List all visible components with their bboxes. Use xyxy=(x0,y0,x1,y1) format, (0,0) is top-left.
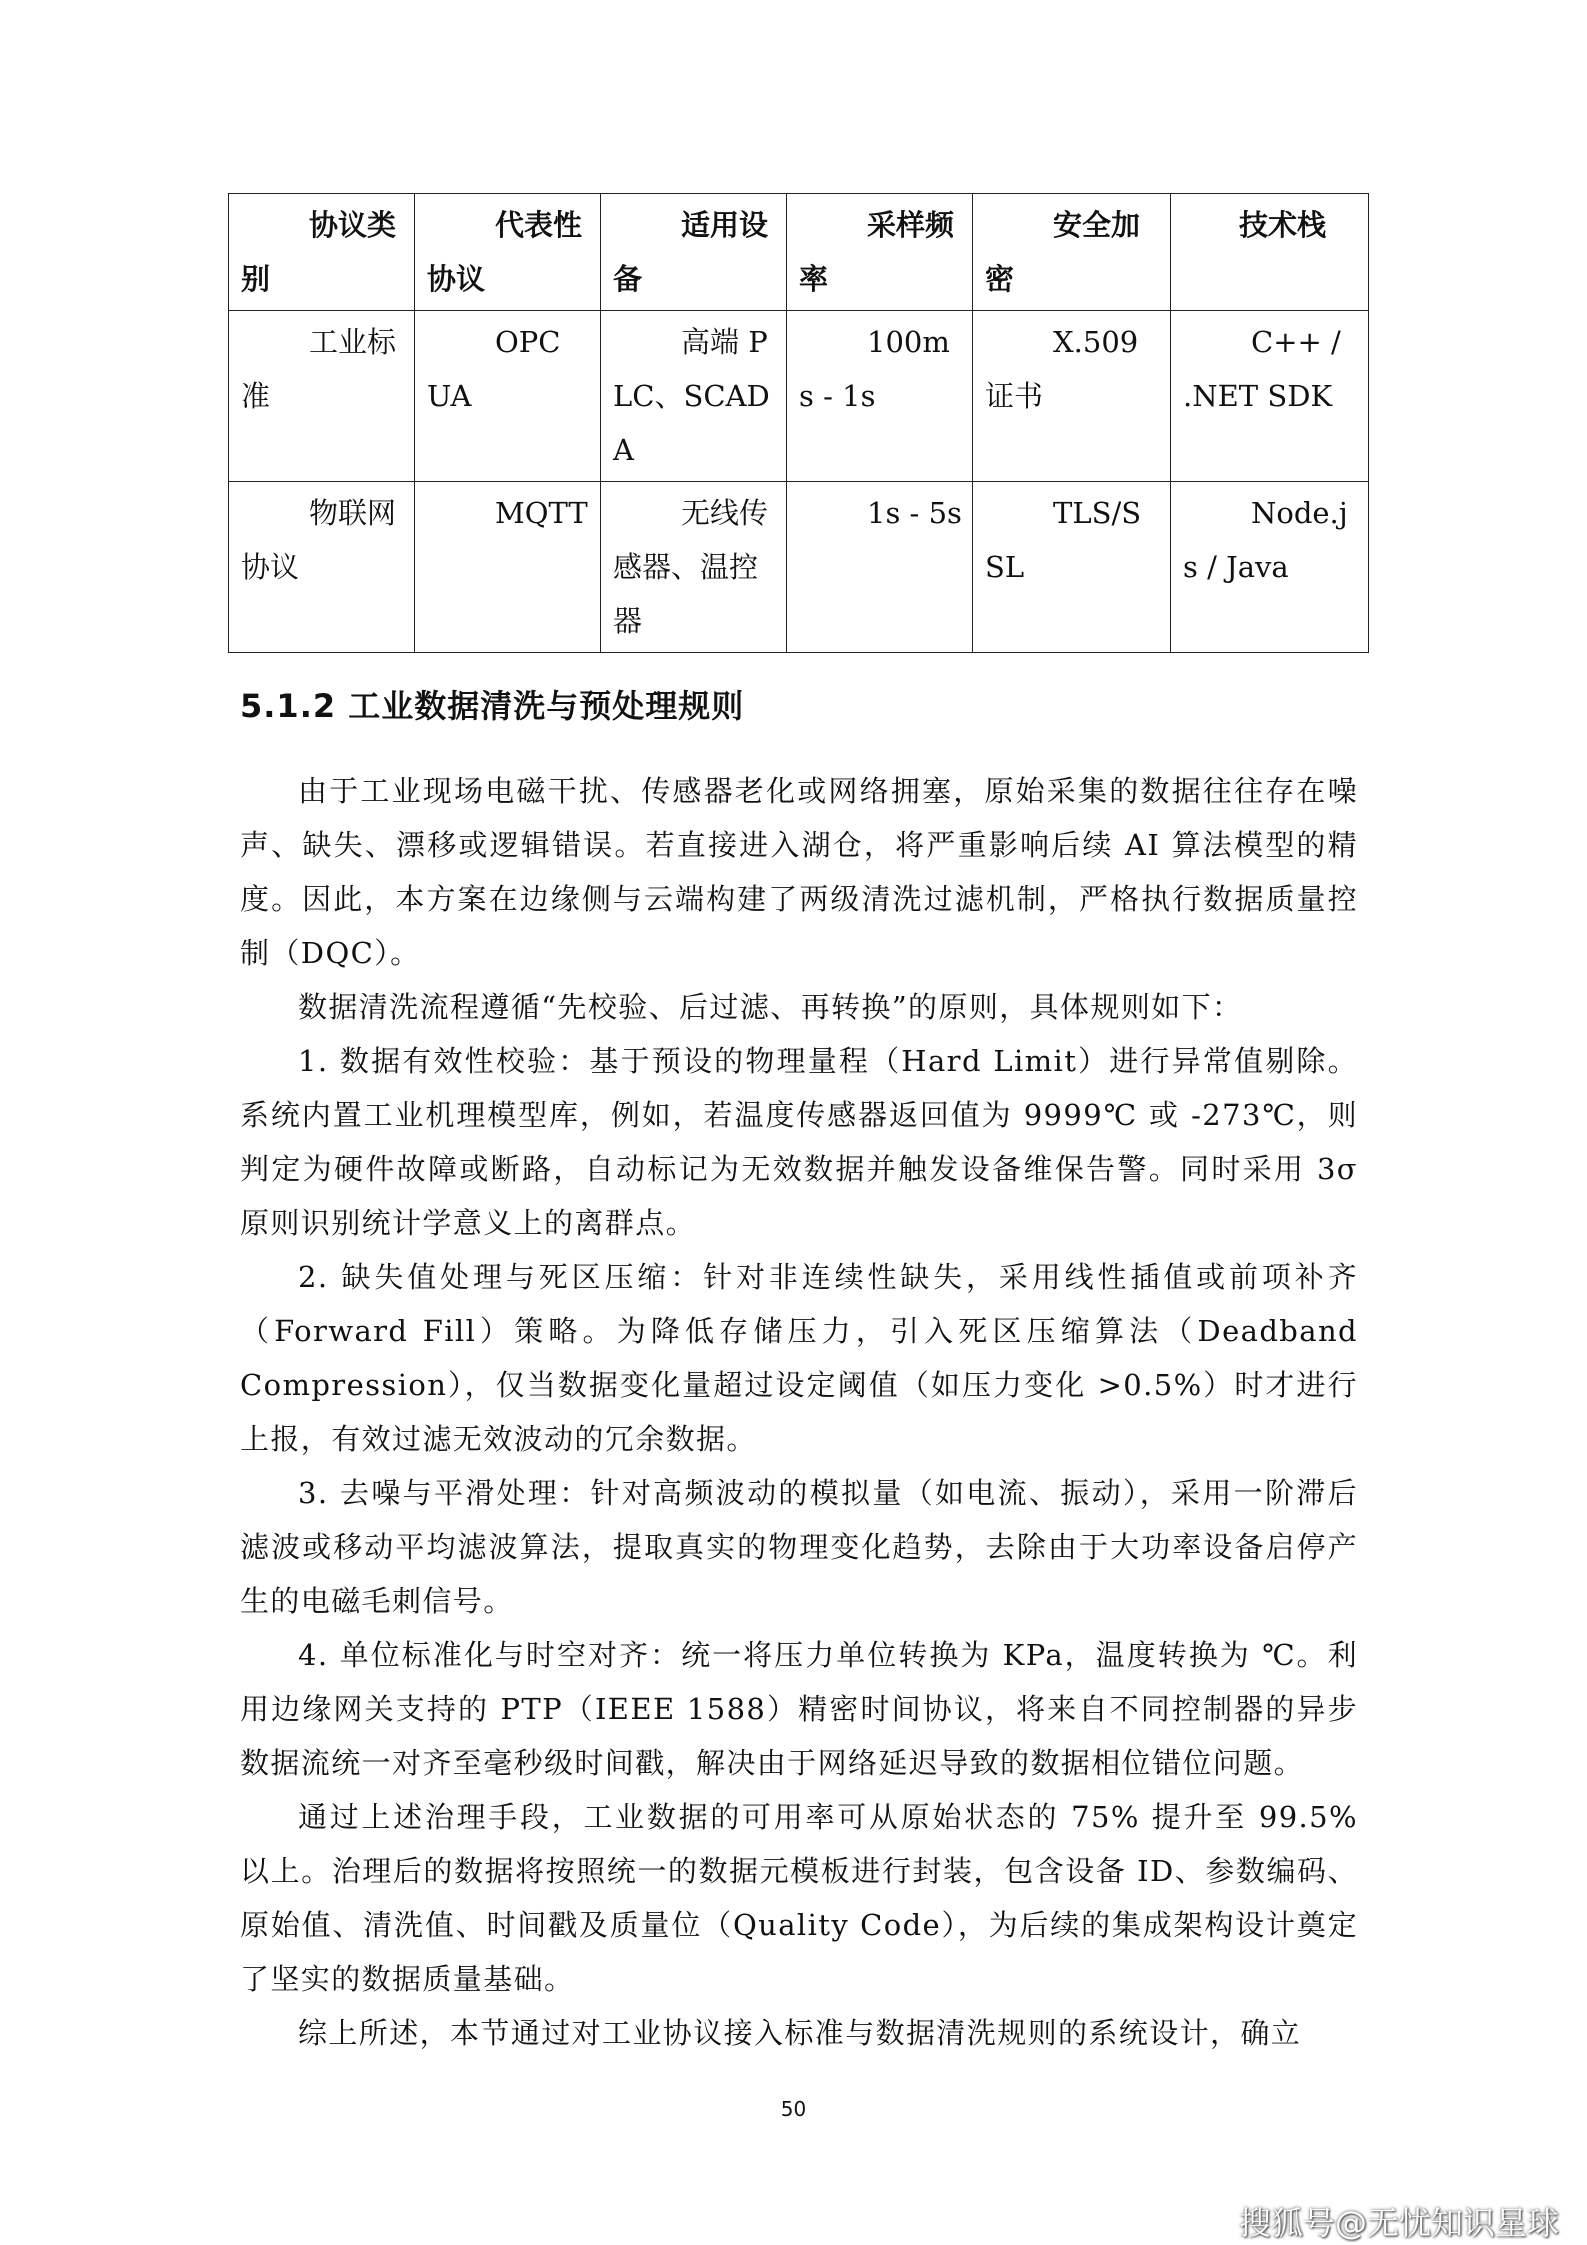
table-cell: 工业标准 xyxy=(229,311,415,482)
paragraph: 1. 数据有效性校验：基于预设的物理量程（Hard Limit）进行异常值剔除。系统内置工业机理模型库，例如，若温度传感器返回值为 9999℃ 或 -273℃，则判定为硬件故障或断路，自动标记为无效数据并触发设备维保告警。同时采用 3σ 原则识别统计学意义上的离群点。 xyxy=(240,1044,1358,1240)
section-heading: 5.1.2 工业数据清洗与预处理规则 xyxy=(240,687,745,725)
paragraph: 4. 单位标准化与时空对齐：统一将压力单位转换为 KPa，温度转换为 ℃。利用边缘网关支持的 PTP（IEEE 1588）精密时间协议，将来自不同控制器的异步数据流统一对齐至毫秒级时间戳，解决由于网络延迟导致的数据相位错位问题。 xyxy=(240,1638,1358,1780)
table-cell: 无线传感器、温控器 xyxy=(601,482,787,653)
page-number: 50 xyxy=(780,2097,807,2121)
table-cell: Node.js / Java xyxy=(1171,482,1369,653)
header-cell: 协议类别 xyxy=(229,194,415,311)
protocol-table xyxy=(228,193,1369,653)
paragraph: 3. 去噪与平滑处理：针对高频波动的模拟量（如电流、振动），采用一阶滞后滤波或移动平均滤波算法，提取真实的物理变化趋势，去除由于大功率设备启停产生的电磁毛刺信号。 xyxy=(240,1476,1358,1618)
table-cell: TLS/SSL xyxy=(973,482,1171,653)
table-row xyxy=(229,311,1369,482)
table-cell: 高端 PLC、SCADA xyxy=(601,311,787,482)
table-cell: MQTT xyxy=(415,482,601,653)
table-cell: OPC UA xyxy=(415,311,601,482)
table-row xyxy=(229,482,1369,653)
table-header-row xyxy=(229,194,1369,311)
paragraph: 通过上述治理手段，工业数据的可用率可从原始状态的 75% 提升至 99.5% 以上。治理后的数据将按照统一的数据元模板进行封装，包含设备 ID、参数编码、原始值、清洗值、时间戳及质量位（Quality Code），为后续的集成架构设计奠定了坚实的数据质量基础。 xyxy=(240,1800,1358,1996)
header-cell: 安全加密 xyxy=(973,194,1171,311)
section-body xyxy=(240,764,1358,2060)
header-cell: 代表性协议 xyxy=(415,194,601,311)
table-cell: 物联网协议 xyxy=(229,482,415,653)
paragraph: 数据清洗流程遵循“先校验、后过滤、再转换”的原则，具体规则如下： xyxy=(298,990,1243,1024)
watermark: 搜狐号@无忧知识星球 xyxy=(1238,2204,1559,2242)
table-cell: 1s - 5s xyxy=(787,482,973,653)
header-cell: 技术栈 xyxy=(1171,194,1369,311)
paragraph: 由于工业现场电磁干扰、传感器老化或网络拥塞，原始采集的数据往往存在噪声、缺失、漂移或逻辑错误。若直接进入湖仓，将严重影响后续 AI 算法模型的精度。因此，本方案在边缘侧与云端构建了两级清洗过滤机制，严格执行数据质量控制（DQC）。 xyxy=(240,774,1358,970)
table-cell: 100ms - 1s xyxy=(787,311,973,482)
header-cell: 适用设备 xyxy=(601,194,787,311)
paragraph: 综上所述，本节通过对工业协议接入标准与数据清洗规则的系统设计，确立 xyxy=(298,2016,1302,2050)
table-cell: X.509 证书 xyxy=(973,311,1171,482)
header-cell: 采样频率 xyxy=(787,194,973,311)
table-cell: C++ / .NET SDK xyxy=(1171,311,1369,482)
paragraph: 2. 缺失值处理与死区压缩：针对非连续性缺失，采用线性插值或前项补齐（Forward Fill）策略。为降低存储压力，引入死区压缩算法（Deadband Compression），仅当数据变化量超过设定阈值（如压力变化 >0.5%）时才进行上报，有效过滤无效波动的冗余数据。 xyxy=(240,1260,1358,1456)
